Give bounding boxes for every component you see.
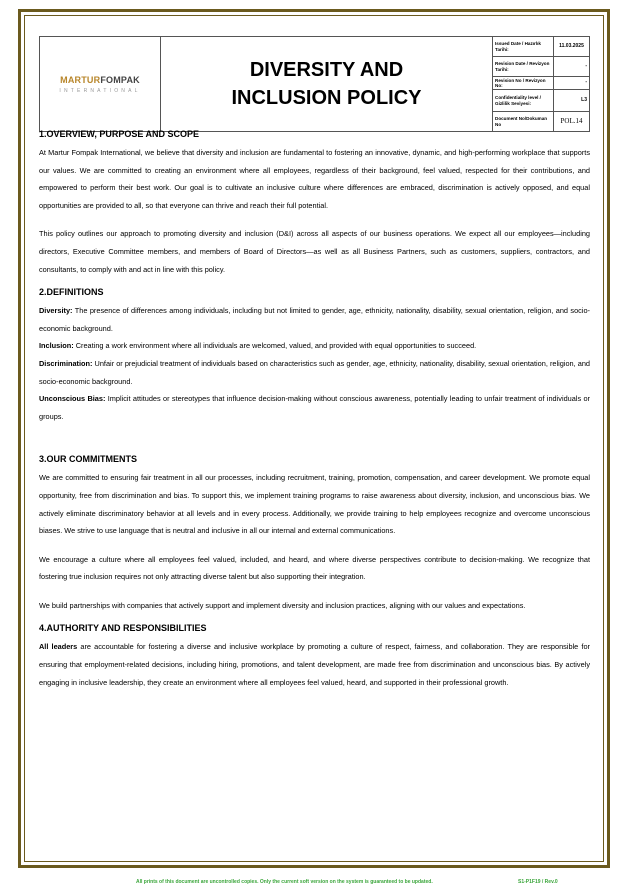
footer-note: All prints of this document are uncontrolled copies. Only the current soft version on the system is guaranteed to be updated. [136,879,433,885]
paragraph: We are committed to ensuring fair treatment in all our processes, including recruitment, training, promotion, compensation, and career development. We promote equal opportunity, free from discrimination and bias. To support this, we implement training programs to raise awareness about diversity, inclusion, and unconscious bias. We actively eliminate discriminatory behavior at all levels and in every process. Additionally, we provide training to help employees recognize and overcome unconscious biases. We strive to use language that is neutral and inclusive in all our internal and external communications. [39,473,590,536]
meta-key: Confidentiality level / Gizlilik Seviyesi: [493,90,554,111]
section-heading: 1.OVERVIEW, PURPOSE AND SCOPE [39,129,200,139]
document-header [39,36,590,132]
logo-text-2: FOMPAK [100,74,140,85]
definition-item [39,302,590,337]
meta-key: Document No/Dokuman No [493,112,554,131]
footer-code: S1-P1F19 / Rev.0 [518,879,558,885]
company-logo [40,37,161,131]
definition-term: Discrimination: [39,358,93,368]
document-title: DIVERSITY AND INCLUSION POLICY [231,59,422,109]
definition-term: Diversity: [39,306,73,316]
leaders-term: All leaders [39,642,78,652]
logo-subtext: INTERNATIONAL [59,87,141,94]
definition-text: Creating a work environment where all individuals are welcomed, valued, and provided with equal opportunities to succeed. [73,341,477,351]
definition-item [39,337,590,355]
definition-term: Inclusion: [39,341,74,351]
meta-key: Issued Date / Hazırlık Tarihi: [493,37,554,56]
meta-row-issued [493,37,589,57]
paragraph: At Martur Fompak International, we believe that diversity and inclusion are fundamental to fostering an innovative, dynamic, and high-performing workplace that supports our values. We are committed to creating an environment where all employees, regardless of their background, feel valued, respected for their contributions, and empowered to perform their best work. Our goal is to cultivate an inclusive culture where differences are embraced, discrimination is actively opposed, and equal opportunities are provided to all, so that everyone can thrive and reach their full potential. [39,148,590,210]
meta-value: - [585,79,587,86]
meta-row-revision-date [493,57,589,77]
meta-row-revision-no [493,77,589,90]
meta-value: POL.14 [560,116,583,125]
meta-value: - [585,62,587,69]
meta-key: Revision Date / Revizyon Tarihi: [493,57,554,76]
definition-term: Unconscious Bias: [39,394,106,404]
paragraph: We encourage a culture where all employees feel valued, included, and heard, and where diverse perspectives contribute to decision-making. We recognize that fostering true inclusion requires not only attracting diverse talent but also supporting their integration. [39,554,590,582]
meta-table [493,37,589,131]
section-heading: 2.DEFINITIONS [39,287,104,298]
definition-text: The presence of differences among individuals, including but not limited to gender, age, ethnicity, nationality, disability, sexual orientation, religion, and socio-economic background. [39,306,590,333]
meta-key: Revision No / Revizyon No: [493,77,554,89]
paragraph: We build partnerships with companies that actively support and implement diversity and inclusion practices, aligning with our values and expectations. [39,600,526,610]
leaders-text: are accountable for fostering a diverse and inclusive workplace by promoting a culture of respect, fairness, and collaboration. They are responsible for ensuring that employment-related decisions, including hiring, promotions, and talent development, are made free from discrimination and unconscious bias. By actively engaging in inclusive leadership, they create an environment where all employees feel valued, heard, and supported in their professional growth. [39,642,590,687]
paragraph [39,638,590,691]
document-body [39,126,590,691]
section-heading: 3.OUR COMMITMENTS [39,454,137,465]
meta-value: L3 [581,96,587,103]
definition-text: Implicit attitudes or stereotypes that influence decision-making without conscious awareness, potentially leading to unfair treatment of individuals or groups. [39,394,590,421]
meta-row-confidentiality [493,90,589,112]
logo-text-1: MARTUR [60,74,101,85]
title-cell [161,37,493,131]
meta-value: 11.03.2025 [559,42,584,49]
paragraph: This policy outlines our approach to promoting diversity and inclusion (D&I) across all aspects of our business operations. We expect all our employees—including directors, Executive Committee members, and members of Board of Directors—as well as all Business Partners, such as customers, suppliers, contractors, and consultants, to comply with and act in line with this policy. [39,229,590,274]
definition-item [39,355,590,390]
definition-text: Unfair or prejudicial treatment of individuals based on characteristics such as gender, age, ethnicity, nationality, disability, sexual orientation, religion, and socio-economic background. [39,358,590,386]
definition-item [39,390,590,425]
section-heading: 4.AUTHORITY AND RESPONSIBILITIES [39,623,207,634]
